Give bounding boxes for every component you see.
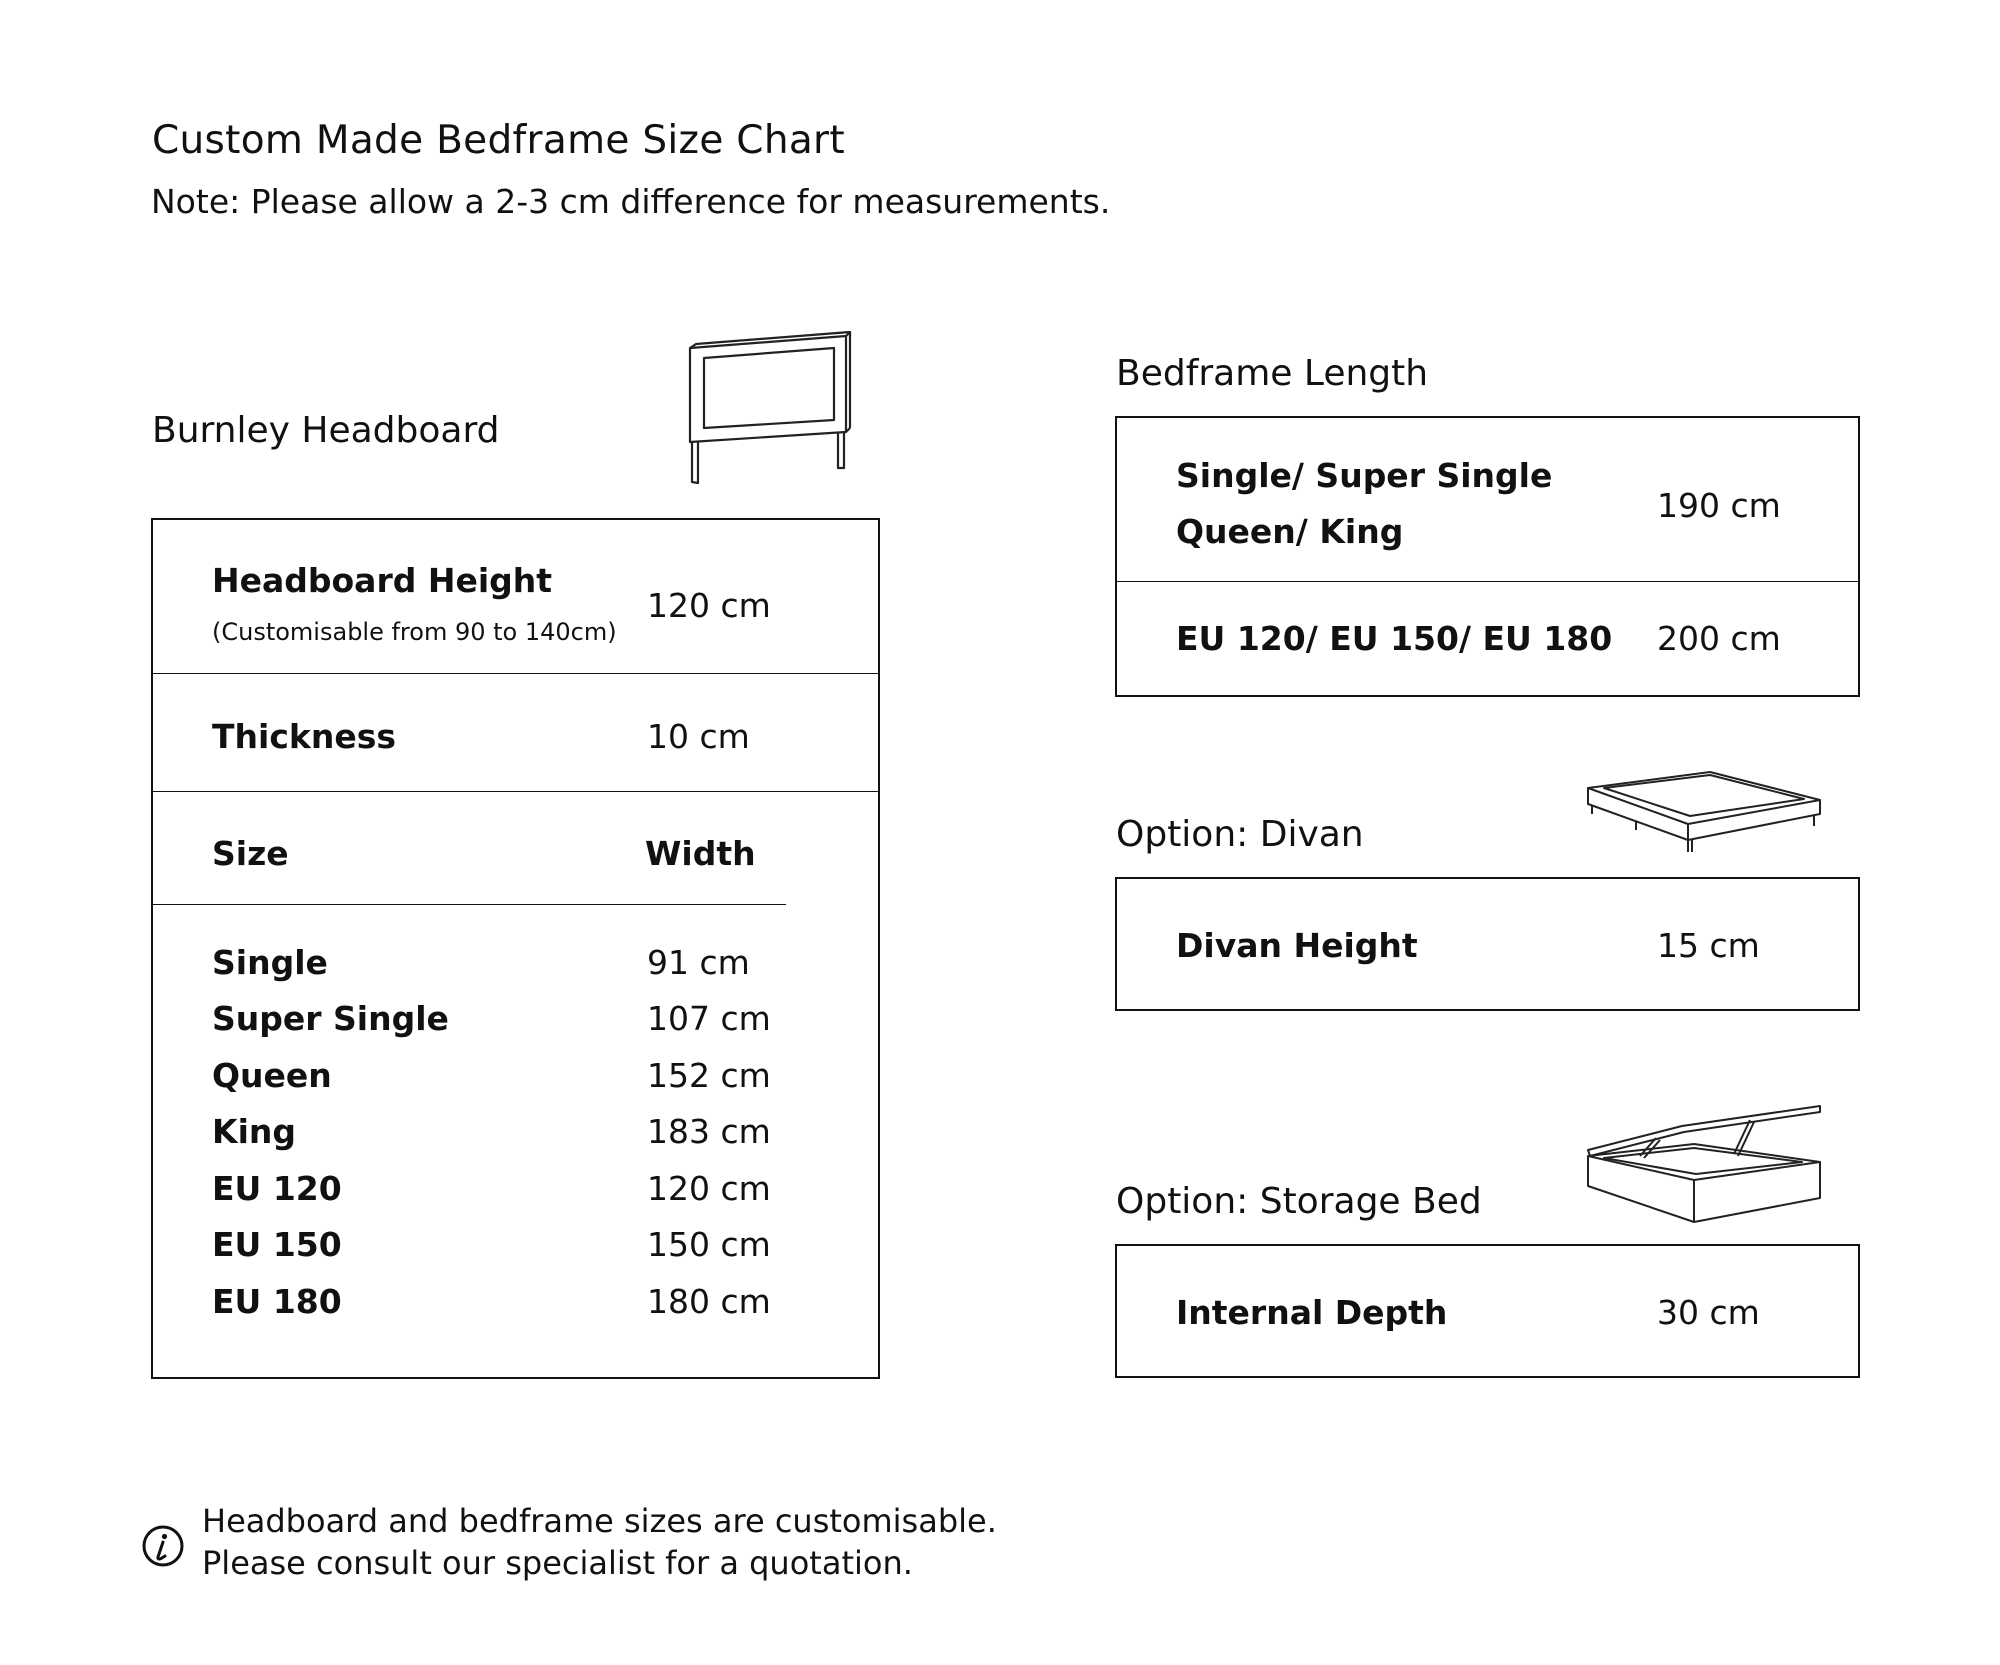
page-title: Custom Made Bedframe Size Chart (152, 118, 845, 163)
divan-bed-icon (1584, 768, 1824, 858)
headboard-height-sub: (Customisable from 90 to 140cm) (212, 618, 617, 646)
size-name: EU 180 (212, 1282, 342, 1321)
thickness-label: Thickness (212, 717, 396, 756)
divan-height-value: 15 cm (1657, 926, 1760, 965)
divan-title: Option: Divan (1116, 814, 1364, 855)
thickness-value: 10 cm (647, 717, 750, 756)
length-row2-label: EU 120/ EU 150/ EU 180 (1176, 619, 1613, 658)
size-name: Queen (212, 1056, 332, 1095)
headboard-icon (686, 330, 856, 490)
internal-depth-label: Internal Depth (1176, 1293, 1448, 1332)
size-header: Size (212, 834, 289, 873)
divider (151, 904, 786, 905)
footer-text (202, 1500, 997, 1584)
divider (1115, 581, 1860, 582)
length-title: Bedframe Length (1116, 353, 1429, 394)
footer-line-2: Please consult our specialist for a quotation. (202, 1544, 913, 1582)
size-name: EU 150 (212, 1225, 342, 1264)
length-row1-label-b: Queen/ King (1176, 512, 1404, 551)
headboard-height-label: Headboard Height (212, 561, 553, 600)
length-row1-label-a: Single/ Super Single (1176, 456, 1553, 495)
length-row2-value: 200 cm (1657, 619, 1781, 658)
length-row1-value: 190 cm (1657, 486, 1781, 525)
size-width: 150 cm (647, 1225, 771, 1264)
size-width: 107 cm (647, 999, 771, 1038)
measurement-note: Note: Please allow a 2-3 cm difference for measurements. (151, 182, 1111, 221)
internal-depth-value: 30 cm (1657, 1293, 1760, 1332)
size-width: 91 cm (647, 943, 750, 982)
size-width: 183 cm (647, 1112, 771, 1151)
footer-line-1: Headboard and bedframe sizes are customisable. (202, 1502, 997, 1540)
info-icon (141, 1524, 185, 1568)
storage-bed-icon (1584, 1100, 1824, 1230)
size-name: EU 120 (212, 1169, 342, 1208)
headboard-title: Burnley Headboard (152, 410, 500, 451)
divider (151, 791, 880, 792)
size-name: Super Single (212, 999, 449, 1038)
size-width: 120 cm (647, 1169, 771, 1208)
divider (151, 673, 880, 674)
headboard-height-value: 120 cm (647, 586, 771, 625)
size-name: Single (212, 943, 328, 982)
width-header: Width (645, 834, 756, 873)
size-width: 152 cm (647, 1056, 771, 1095)
divan-height-label: Divan Height (1176, 926, 1418, 965)
size-width: 180 cm (647, 1282, 771, 1321)
size-name: King (212, 1112, 296, 1151)
storage-title: Option: Storage Bed (1116, 1181, 1482, 1222)
